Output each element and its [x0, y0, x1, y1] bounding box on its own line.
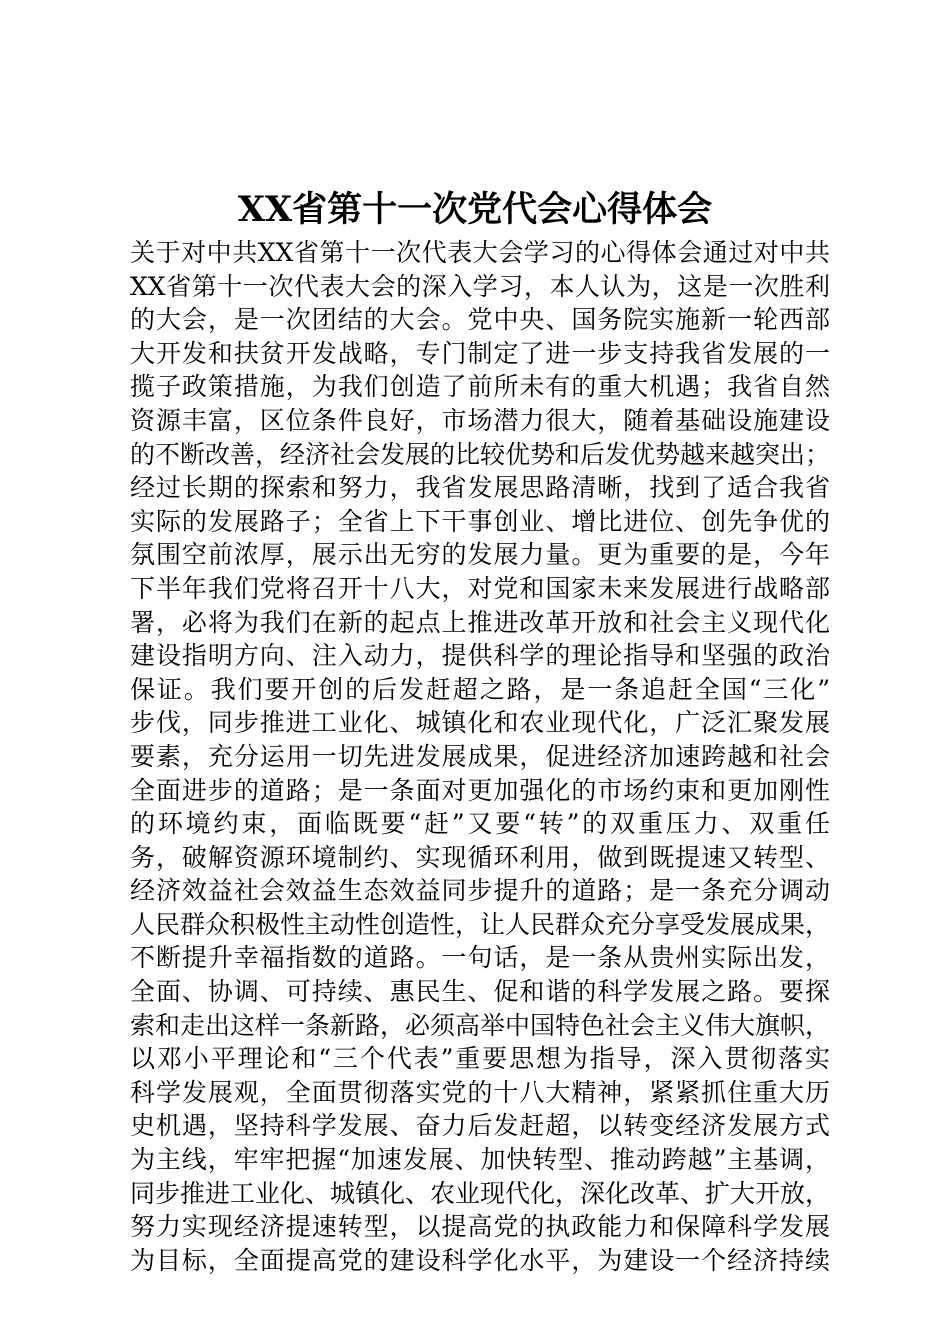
body-line: 史机遇，坚持科学发展、奋力后发赶超，以转变经济发展方式 — [130, 1111, 830, 1141]
document-body — [130, 236, 830, 1277]
body-line: 不断提升幸福指数的道路。一句话，是一条从贵州实际出发， — [130, 943, 830, 973]
body-line: XX省第十一次代表大会的深入学习，本人认为，这是一次胜利 — [130, 271, 830, 301]
document-title: XX省第十一次党代会心得体会 — [237, 189, 713, 230]
body-line: 揽子政策措施，为我们创造了前所未有的重大机遇；我省自然 — [130, 372, 830, 402]
body-line: 努力实现经济提速转型，以提高党的执政能力和保障科学发展 — [130, 1212, 830, 1242]
body-line: 经济效益社会效益生态效益同步提升的道路；是一条充分调动 — [130, 876, 830, 906]
body-line: 步伐，同步推进工业化、城镇化和农业现代化，广泛汇聚发展 — [130, 708, 830, 738]
body-line: 同步推进工业化、城镇化、农业现代化，深化改革、扩大开放， — [130, 1178, 831, 1208]
body-line: 为主线，牢牢把握“加速发展、加快转型、推动跨越”主基调， — [130, 1145, 830, 1175]
body-line: 科学发展观，全面贯彻落实党的十八大精神，紧紧抓住重大历 — [130, 1077, 830, 1107]
body-line: 人民群众积极性主动性创造性，让人民群众充分享受发展成果， — [130, 909, 831, 939]
body-line: 的环境约束，面临既要“赶”又要“转”的双重压力、双重任 — [130, 809, 830, 839]
body-line: 关于对中共XX省第十一次代表大会学习的心得体会通过对中共 — [130, 238, 830, 267]
body-line: 要素，充分运用一切先进发展成果，促进经济加速跨越和社会 — [130, 741, 830, 771]
body-line: 的大会，是一次团结的大会。党中央、国务院实施新一轮西部 — [130, 305, 830, 335]
body-line: 经过长期的探索和努力，我省发展思路清晰，找到了适合我省 — [130, 473, 830, 503]
body-line: 全面、协调、可持续、惠民生、促和谐的科学发展之路。要探 — [130, 977, 830, 1007]
body-line: 索和走出这样一条新路，必须高举中国特色社会主义伟大旗帜， — [130, 1010, 831, 1040]
body-line: 实际的发展路子；全省上下干事创业、增比进位、创先争优的 — [130, 506, 830, 536]
body-line: 以邓小平理论和“三个代表”重要思想为指导，深入贯彻落实 — [130, 1044, 830, 1074]
body-line: 务，破解资源环境制约、实现循环利用，做到既提速又转型、 — [130, 842, 830, 872]
body-line: 大开发和扶贫开发战略，专门制定了进一步支持我省发展的一 — [130, 338, 830, 368]
body-line: 下半年我们党将召开十八大，对党和国家未来发展进行战略部 — [130, 573, 830, 603]
body-line: 资源丰富，区位条件良好，市场潜力很大，随着基础设施建设 — [130, 405, 830, 435]
body-line: 的不断改善，经济社会发展的比较优势和后发优势越来越突出； — [130, 439, 831, 469]
body-line: 保证。我们要开创的后发赶超之路，是一条追赶全国“三化” — [130, 674, 830, 704]
body-line: 为目标，全面提高党的建设科学化水平，为建设一个经济持续 — [130, 1245, 830, 1275]
body-line: 建设指明方向、注入动力，提供科学的理论指导和坚强的政治 — [130, 641, 830, 671]
body-line: 氛围空前浓厚，展示出无穷的发展力量。更为重要的是，今年 — [130, 540, 830, 570]
body-line: 署，必将为我们在新的起点上推进改革开放和社会主义现代化 — [130, 607, 830, 637]
body-line: 全面进步的道路；是一条面对更加强化的市场约束和更加刚性 — [130, 775, 830, 805]
